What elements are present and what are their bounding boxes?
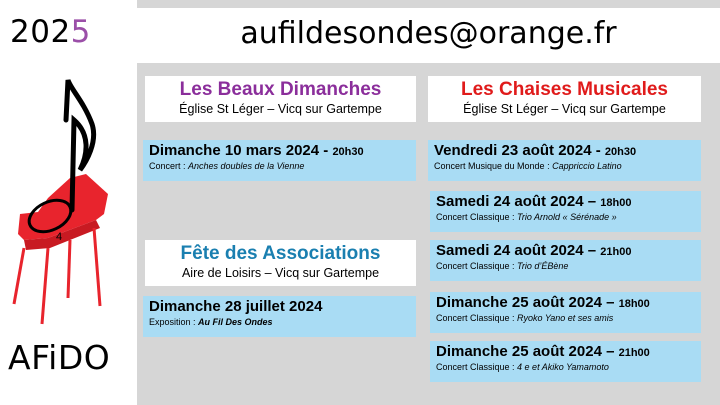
fete-associations-header xyxy=(145,240,416,286)
event-card xyxy=(430,240,701,281)
event-date: Dimanche 10 mars 2024 - 20h30 xyxy=(149,142,364,159)
logo-number: 4 xyxy=(56,231,63,243)
chair-icon xyxy=(14,174,108,324)
event-card xyxy=(430,341,701,382)
chaises-musicales-header xyxy=(428,76,701,122)
chaises-musicales-venue: Église St Léger – Vicq sur Gartempe xyxy=(463,102,666,116)
fete-associations-venue: Aire de Loisirs – Vicq sur Gartempe xyxy=(181,266,380,280)
beaux-dimanches-title: Les Beaux Dimanches xyxy=(179,79,382,100)
event-card xyxy=(430,191,701,232)
event-description: Concert Classique : Ryoko Yano et ses amis xyxy=(436,313,614,323)
event-date: Samedi 24 août 2024 – 18h00 xyxy=(436,193,632,210)
beaux-dimanches-header xyxy=(145,76,416,122)
event-description: Concert Classique : Trio d’ÉBène xyxy=(436,261,569,271)
event-date: Samedi 24 août 2024 – 21h00 xyxy=(436,242,632,259)
event-date: Dimanche 25 août 2024 – 21h00 xyxy=(436,343,650,360)
event-description: Concert Musique du Monde : Cappriccio Latino xyxy=(434,161,622,171)
year-label xyxy=(10,14,91,50)
chaises-musicales-title: Les Chaises Musicales xyxy=(461,79,668,100)
event-date: Vendredi 23 août 2024 - 20h30 xyxy=(434,142,637,159)
year-prefix: 202 xyxy=(10,14,71,50)
event-date: Dimanche 25 août 2024 – 18h00 xyxy=(436,294,650,311)
email-address[interactable]: aufildesondes@orange.fr xyxy=(137,8,720,63)
event-description: Concert : Anches doubles de la Vienne xyxy=(149,161,305,171)
event-card xyxy=(428,140,701,181)
afido-wordmark: AFiDO xyxy=(8,338,111,377)
event-card xyxy=(143,296,416,337)
event-card xyxy=(143,140,416,181)
event-description: Exposition : Au Fil Des Ondes xyxy=(149,317,273,327)
event-description: Concert Classique : Trio Arnold « Sérénade » xyxy=(436,212,617,222)
event-date: Dimanche 28 juillet 2024 xyxy=(149,298,323,315)
event-card xyxy=(430,292,701,333)
note-chair-logo xyxy=(8,62,128,332)
fete-associations-title: Fête des Associations xyxy=(180,243,381,264)
year-last-digit: 5 xyxy=(70,14,91,50)
event-description: Concert Classique : 4 e et Akiko Yamamoto xyxy=(436,362,609,372)
beaux-dimanches-venue: Église St Léger – Vicq sur Gartempe xyxy=(179,102,382,116)
